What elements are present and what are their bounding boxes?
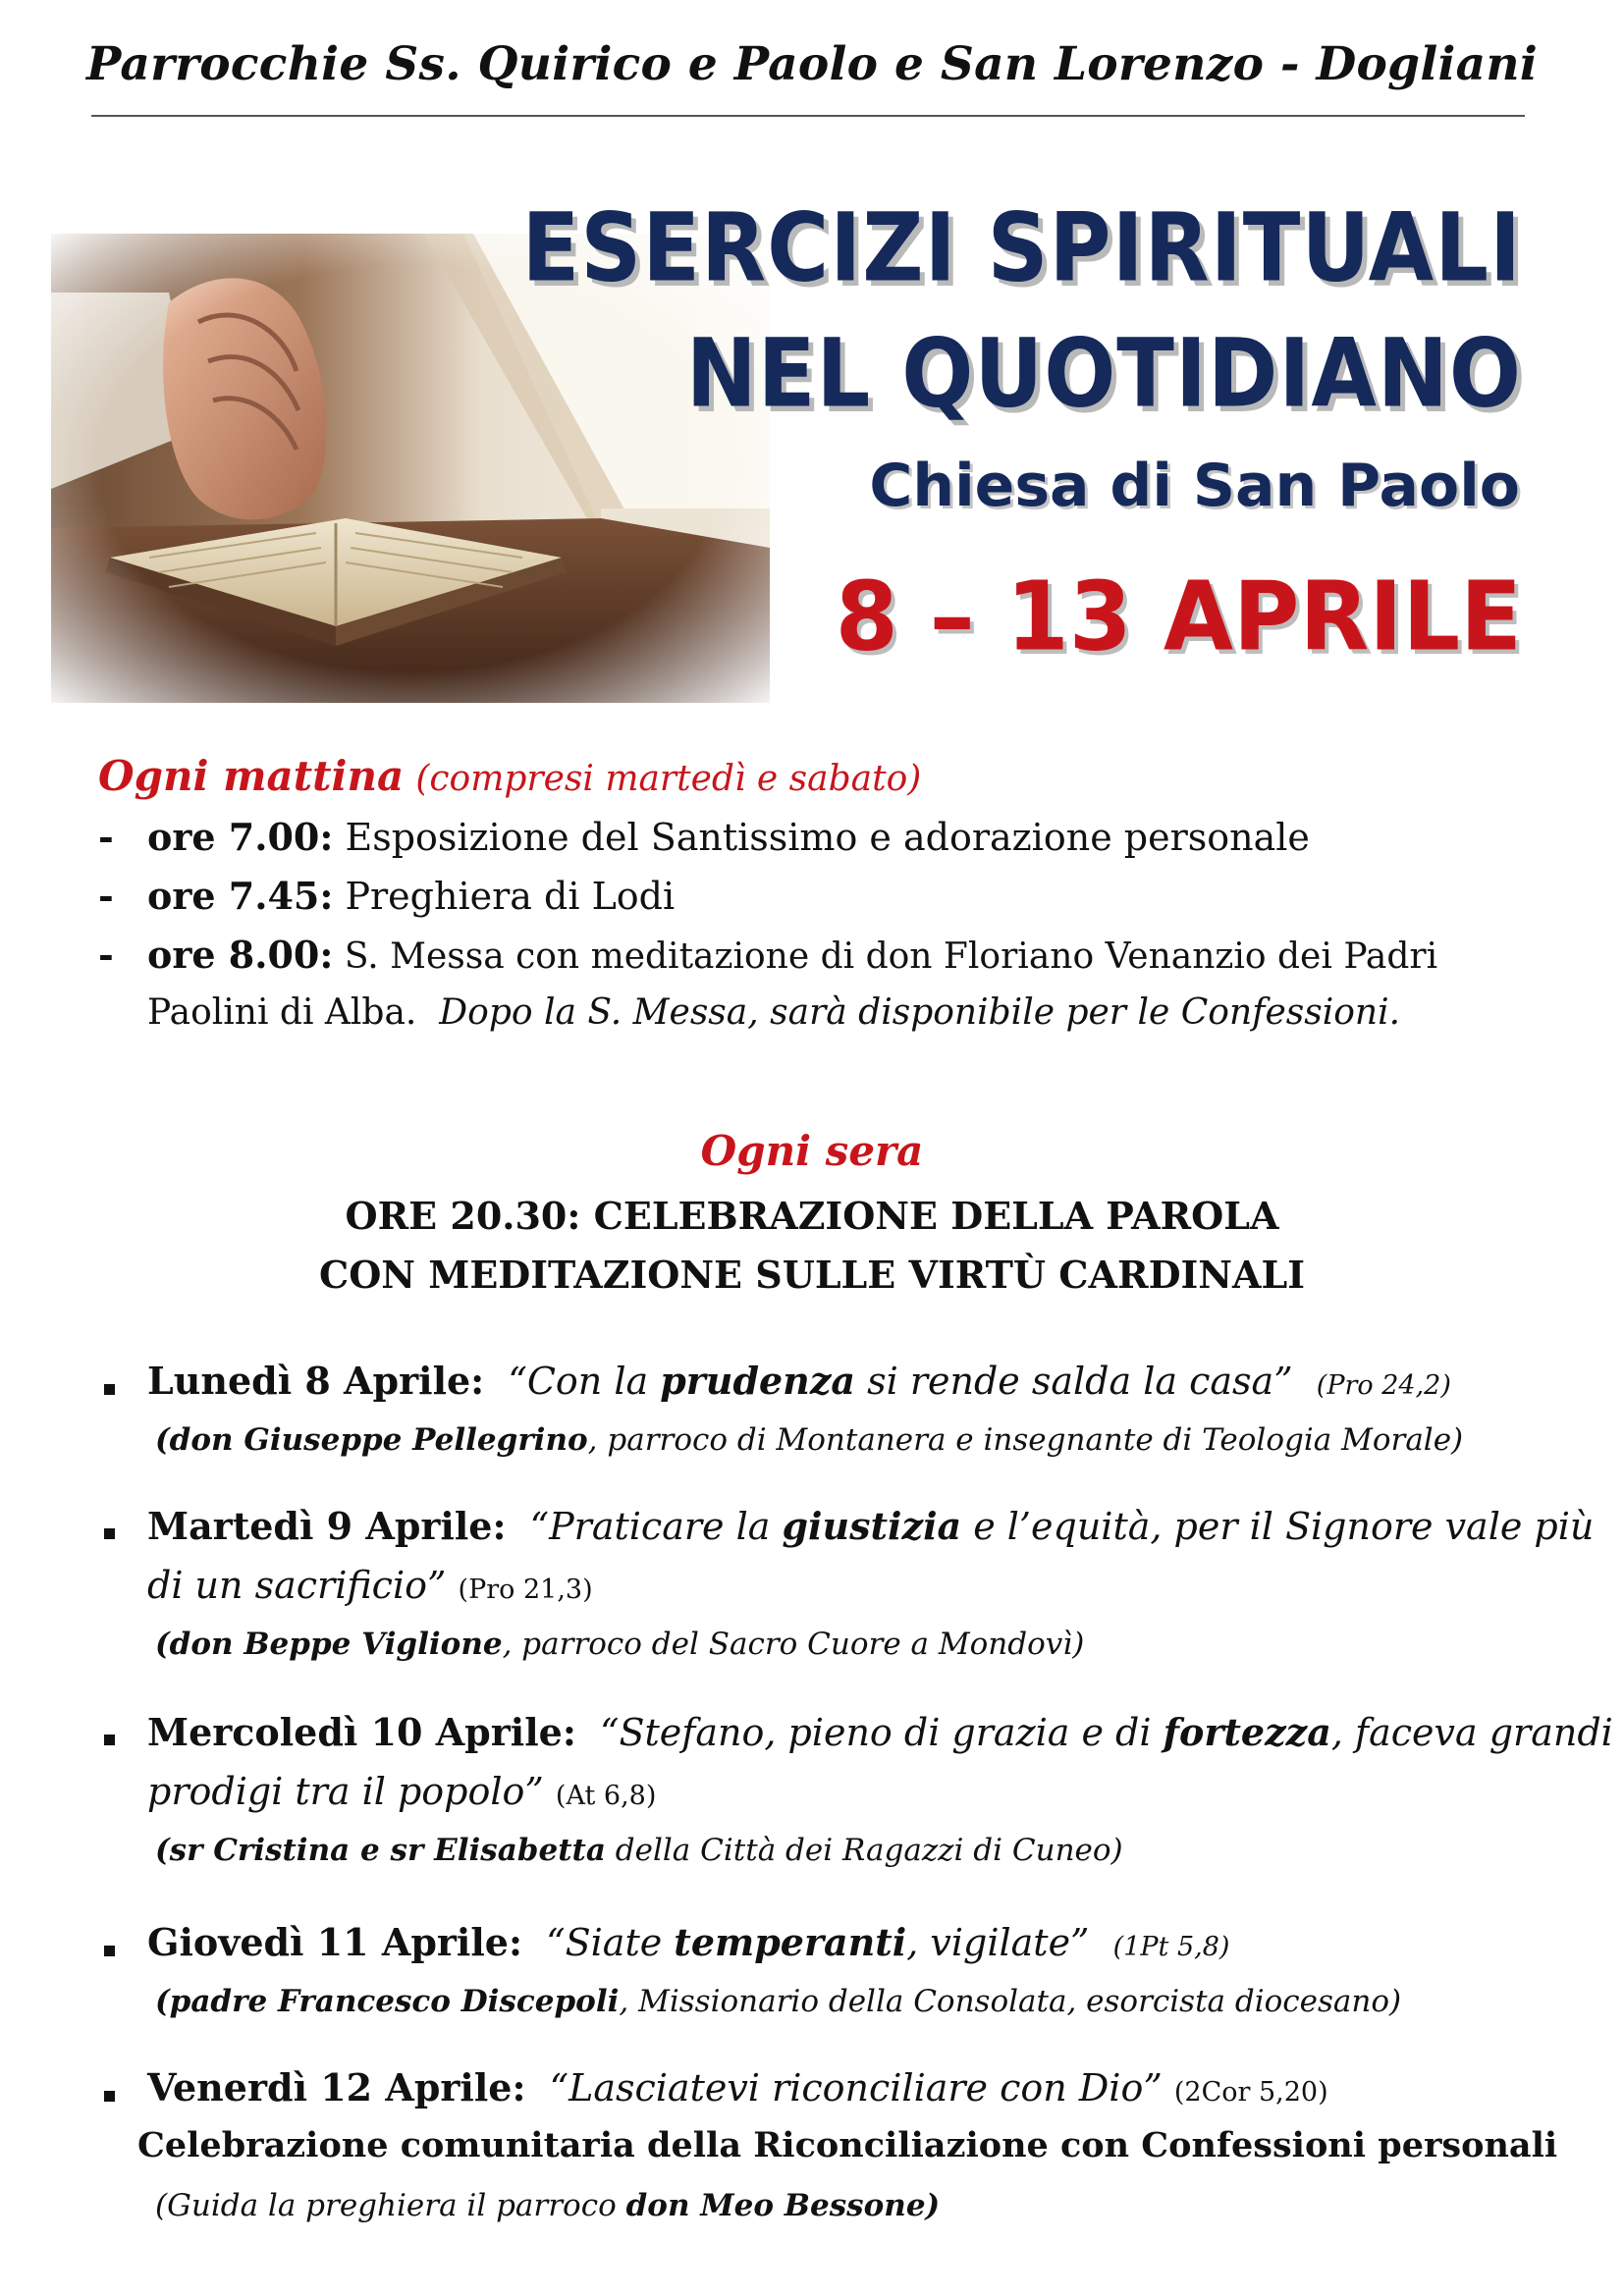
- item-text: S. Messa con meditazione di don Floriano Venanzio dei Padri: [344, 936, 1438, 977]
- day-item-wednesday-cont: prodigi tra il popolo” (At 6,8): [147, 1770, 657, 1813]
- square-bullet: [104, 2091, 115, 2102]
- praying-hands-bible-icon: [51, 234, 770, 703]
- speaker-line: (padre Francesco Discepoli, Missionario della Consolata, esorcista diocesano): [155, 1984, 1402, 2019]
- quote: “Siate temperanti, vigilate”: [546, 1920, 1090, 1964]
- quote: “Con la prudenza si rende salda la casa”: [508, 1359, 1293, 1403]
- bible-reference: (Pro 21,3): [458, 1575, 593, 1605]
- day-label: Mercoledì 10 Aprile:: [147, 1710, 576, 1754]
- square-bullet: [104, 1384, 115, 1395]
- list-item: [98, 815, 1526, 868]
- square-bullet: [104, 1735, 115, 1745]
- list-item-continuation: Paolini di Alba. Dopo la S. Messa, sarà disponibile per le Confessioni.: [147, 992, 1401, 1033]
- title-line-1: ESERCIZI SPIRITUALI: [521, 193, 1522, 304]
- day-item-wednesday: [147, 1710, 1613, 1754]
- bible-reference: (Pro 24,2): [1316, 1370, 1451, 1401]
- speaker-line: (Guida la preghiera il parroco don Meo Bessone): [155, 2188, 941, 2223]
- bible-reference: (1Pt 5,8): [1112, 1932, 1230, 1962]
- evening-line-2: CON MEDITAZIONE SULLE VIRTÙ CARDINALI: [318, 1253, 1306, 1297]
- square-bullet: [104, 1528, 115, 1539]
- title-line-2: NEL QUOTIDIANO: [685, 319, 1522, 430]
- dash-bullet: -: [98, 933, 114, 977]
- time-label: ore 7.00:: [147, 815, 334, 859]
- parish-header: Parrocchie Ss. Quirico e Paolo e San Lorenzo - Dogliani: [85, 37, 1539, 91]
- square-bullet: [104, 1946, 115, 1956]
- morning-heading: Ogni mattina: [98, 752, 405, 800]
- speaker-line: (sr Cristina e sr Elisabetta della Città dei Ragazzi di Cuneo): [155, 1833, 1123, 1868]
- time-label: ore 7.45:: [147, 874, 334, 918]
- header-divider: [91, 115, 1525, 117]
- day-item-friday: [147, 2065, 1328, 2109]
- day-item-monday: [147, 1359, 1451, 1403]
- evening-heading: Ogni sera: [700, 1127, 924, 1175]
- list-item: [98, 874, 1526, 927]
- event-dates: 8 – 13 APRILE: [835, 561, 1522, 672]
- dash-bullet: -: [98, 815, 114, 859]
- speaker-line: (don Beppe Viglione, parroco del Sacro Cuore a Mondovì): [155, 1627, 1085, 1662]
- evening-line-1: ORE 20.30: CELEBRAZIONE DELLA PAROLA: [345, 1194, 1279, 1238]
- dash-bullet: -: [98, 874, 114, 918]
- quote: “Lasciatevi riconciliare con Dio”: [549, 2066, 1163, 2109]
- quote: “Stefano, pieno di grazia e di fortezza, faceva grandi: [600, 1710, 1613, 1754]
- praying-hands-photo: [51, 234, 770, 703]
- church-name: Chiesa di San Paolo: [869, 452, 1520, 520]
- bible-reference: (2Cor 5,20): [1173, 2077, 1328, 2108]
- day-item-thursday: [147, 1920, 1230, 1964]
- time-label: ore 8.00:: [147, 933, 334, 977]
- item-text: Preghiera di Lodi: [345, 875, 676, 918]
- day-label: Martedì 9 Aprile:: [147, 1504, 507, 1548]
- reconciliation-line: Celebrazione comunitaria della Riconciliazione con Confessioni personali: [137, 2125, 1558, 2165]
- day-item-tuesday: [147, 1504, 1595, 1548]
- item-text: Esposizione del Santissimo e adorazione personale: [345, 816, 1310, 859]
- day-label: Lunedì 8 Aprile:: [147, 1359, 485, 1403]
- day-label: Venerdì 12 Aprile:: [147, 2065, 526, 2109]
- day-item-tuesday-cont: di un sacrificio” (Pro 21,3): [147, 1564, 593, 1607]
- morning-heading-note: (compresi martedì e sabato): [415, 759, 922, 799]
- quote: “Praticare la giustizia e l’equità, per il Signore vale più: [529, 1504, 1595, 1548]
- morning-heading-line: [98, 752, 922, 800]
- speaker-line: (don Giuseppe Pellegrino, parroco di Montanera e insegnante di Teologia Morale): [155, 1422, 1464, 1458]
- bible-reference: (At 6,8): [555, 1781, 657, 1811]
- day-label: Giovedì 11 Aprile:: [147, 1920, 522, 1964]
- list-item: [98, 933, 1526, 986]
